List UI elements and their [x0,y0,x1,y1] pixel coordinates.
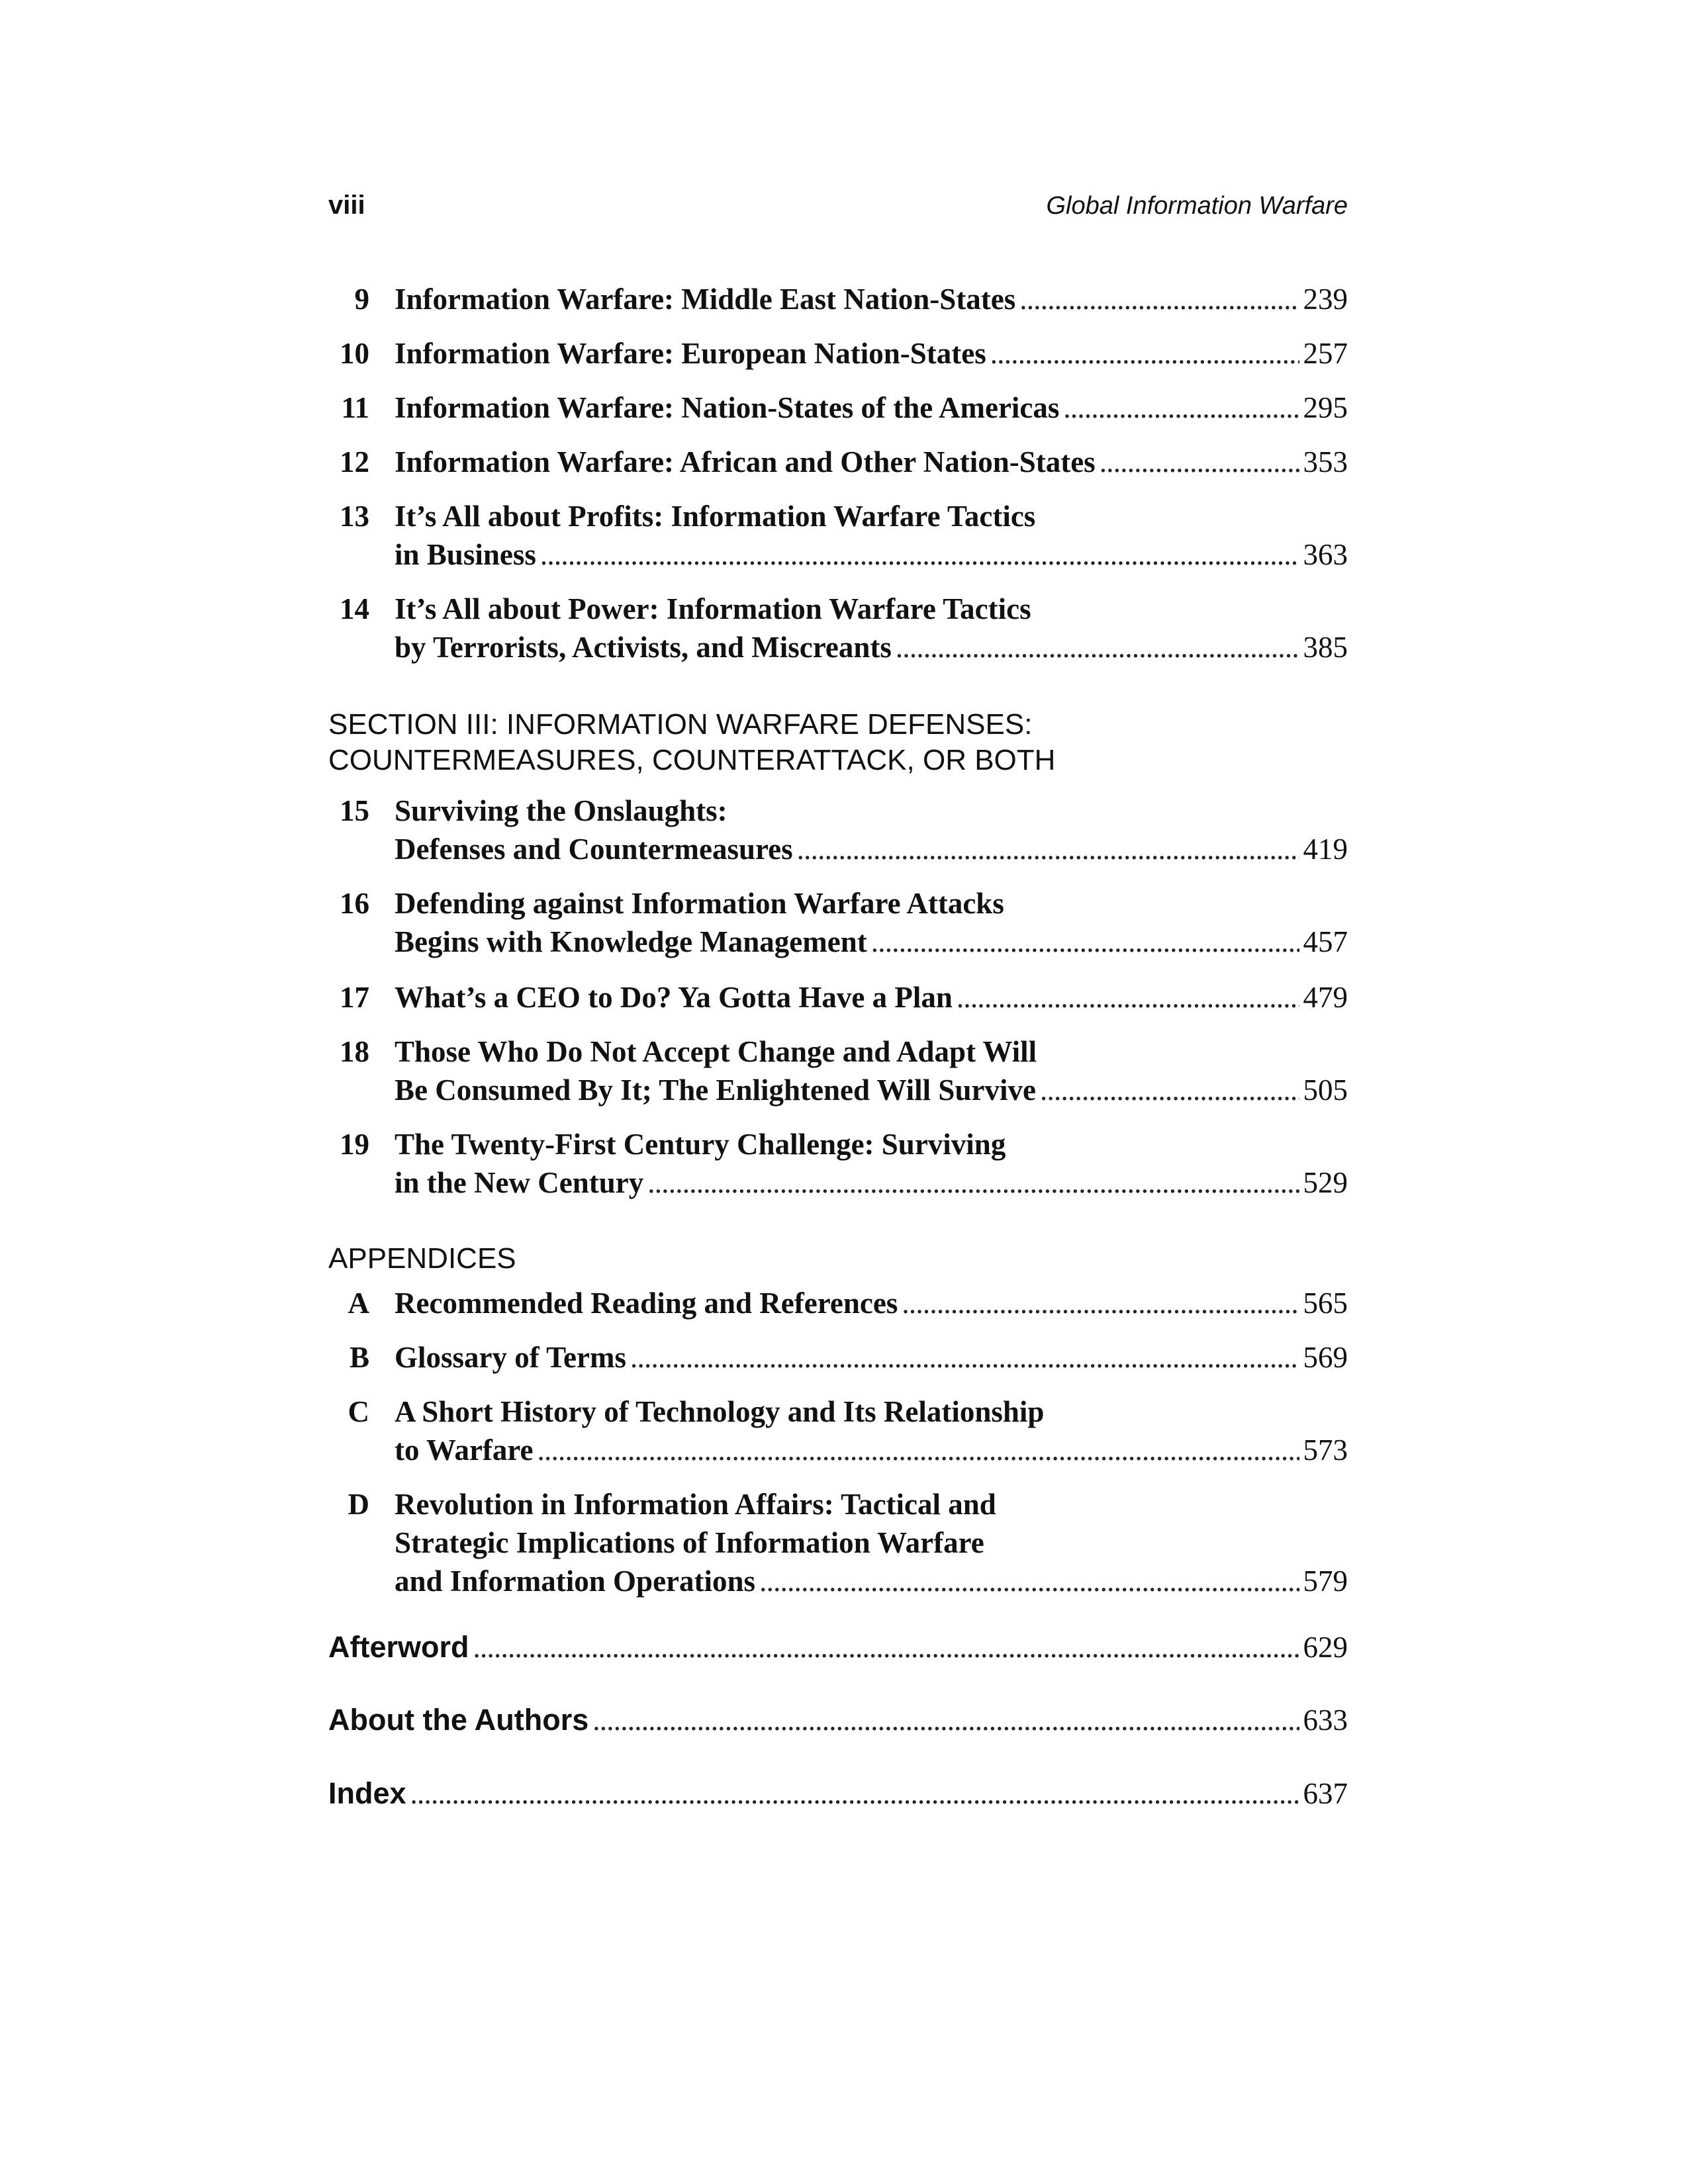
back-matter-entry[interactable] [328,1628,1348,1666]
entry-title-line: Revolution in Information Affairs: Tactical and [395,1488,996,1521]
entry-number: 14 [340,592,369,625]
entry-title-line: and Information Operations [395,1565,756,1598]
toc-entry[interactable] [328,334,1348,373]
entry-number: 13 [340,500,369,533]
back-matter-title: Afterword [328,1630,469,1664]
dot-leader [473,1628,1299,1666]
toc-entry[interactable] [328,1338,1348,1377]
section-heading-line: COUNTERMEASURES, COUNTERATTACK, OR BOTH [328,744,1056,776]
entry-title-line: Surviving the Onslaughts: [395,794,727,827]
entry-page-number: 565 [1303,1287,1348,1320]
entry-number: 12 [340,445,369,478]
entry-final-line [328,1774,1348,1813]
entry-number: B [349,1341,369,1374]
entry-final-line [328,1628,1348,1666]
entry-title-line: It’s All about Power: Information Warfare Tactics [395,592,1031,625]
entry-page-number: 385 [1303,631,1348,664]
header-page-number: viii [328,191,365,220]
dot-leader [538,1431,1299,1469]
entry-page-number: 295 [1303,391,1348,424]
section-heading-line: SECTION III: INFORMATION WARFARE DEFENSES: [328,708,1033,741]
toc-entry[interactable] [328,978,1348,1017]
entry-page-number: 419 [1303,833,1348,866]
dot-leader [1100,443,1299,481]
entry-body [395,590,1348,666]
toc-entry[interactable] [328,443,1348,481]
entry-final-line [395,628,1348,666]
header-running-title: Global Information Warfare [1046,192,1348,220]
dot-leader [1063,388,1299,427]
entry-title-line: in Business [395,538,536,571]
entry-title-line: Information Warfare: Nation-States of the Americas [395,391,1060,424]
entry-final-line [395,1284,1348,1322]
entry-title-line: Those Who Do Not Accept Change and Adapt Will [395,1035,1037,1068]
entry-number: 16 [340,887,369,920]
entry-body [395,1284,1348,1322]
entry-body [395,884,1348,961]
entry-page-number: 569 [1303,1341,1348,1374]
entry-number: 15 [340,794,369,827]
dot-leader [410,1774,1299,1813]
dot-leader [797,830,1299,868]
entry-final-line [395,535,1348,574]
entry-title-line: Information Warfare: Middle East Nation-States [395,283,1016,316]
entry-number: 10 [340,337,369,370]
toc-entry[interactable] [328,280,1348,318]
entry-page-number: 479 [1303,981,1348,1014]
entry-title-line: Defending against Information Warfare Attacks [395,887,1004,920]
toc-entry[interactable] [328,1032,1348,1109]
entry-page-number: 363 [1303,538,1348,571]
entry-title-line: It’s All about Profits: Information Warfare Tactics [395,500,1036,533]
entry-number: C [348,1395,369,1428]
entry-final-line [395,280,1348,318]
entry-number: D [348,1488,369,1521]
dot-leader [592,1701,1299,1739]
entry-title-line: by Terrorists, Activists, and Miscreants [395,631,892,664]
entry-page-number: 239 [1303,283,1348,316]
entry-body [395,443,1348,481]
appendices-heading: APPENDICES [328,1242,516,1275]
entry-page-number: 629 [1303,1631,1348,1664]
entry-final-line [395,1338,1348,1377]
dot-leader [647,1163,1299,1202]
running-header [328,191,1348,220]
entry-number: 17 [340,981,369,1014]
back-matter-title: Index [328,1776,406,1810]
toc-entry[interactable] [328,792,1348,868]
entry-body [395,1485,1348,1600]
entry-body [395,978,1348,1017]
entry-body [395,388,1348,427]
entry-title-line: to Warfare [395,1433,534,1467]
entry-title-line: What’s a CEO to Do? Ya Gotta Have a Plan [395,981,953,1014]
entry-page-number: 457 [1303,925,1348,958]
entry-title-line: Be Consumed By It; The Enlightened Will Survive [395,1073,1036,1107]
dot-leader [759,1562,1299,1600]
dot-leader [1019,280,1299,318]
entry-body [395,497,1348,574]
entry-final-line [328,1701,1348,1739]
entry-body [395,1392,1348,1469]
dot-leader [957,978,1299,1017]
toc-entry[interactable] [328,497,1348,574]
entry-title-line: Information Warfare: European Nation-States [395,337,986,370]
dot-leader [540,535,1299,574]
entry-final-line [395,1163,1348,1202]
entry-body [395,334,1348,373]
toc-entry[interactable] [328,1284,1348,1322]
entry-number: 19 [340,1128,369,1161]
toc-entry[interactable] [328,388,1348,427]
toc-entry[interactable] [328,1125,1348,1202]
toc-entry[interactable] [328,884,1348,961]
entry-title-line: Glossary of Terms [395,1341,627,1374]
dot-leader [990,334,1299,373]
entry-body [395,1338,1348,1377]
entry-page-number: 573 [1303,1433,1348,1467]
entry-number: 18 [340,1035,369,1068]
entry-page-number: 257 [1303,337,1348,370]
entry-title-line: The Twenty-First Century Challenge: Surviving [395,1128,1006,1161]
dot-leader [630,1338,1299,1377]
dot-leader [1040,1071,1299,1109]
toc-page [328,0,1348,2184]
toc-entry[interactable] [328,1485,1348,1600]
entry-body [395,280,1348,318]
entry-title-line: Information Warfare: African and Other Nation-States [395,445,1096,478]
entry-page-number: 637 [1303,1777,1348,1810]
entry-title-line: Strategic Implications of Information Warfare [395,1526,984,1559]
back-matter-title: About the Authors [328,1703,589,1737]
entry-title-line: Defenses and Countermeasures [395,833,793,866]
toc-entry[interactable] [328,1392,1348,1469]
entry-final-line [395,388,1348,427]
section-heading [328,707,1348,778]
entry-page-number: 505 [1303,1073,1348,1107]
entry-page-number: 633 [1303,1704,1348,1737]
dot-leader [871,923,1299,961]
entry-final-line [395,1562,1348,1600]
entry-final-line [395,978,1348,1017]
entry-number: 9 [354,283,369,316]
back-matter-entry[interactable] [328,1774,1348,1813]
back-matter-entry[interactable] [328,1701,1348,1739]
entry-number: 11 [341,391,369,424]
entry-body [395,1125,1348,1202]
entry-page-number: 579 [1303,1565,1348,1598]
entry-body [395,792,1348,868]
entry-page-number: 353 [1303,445,1348,478]
entry-final-line [395,1431,1348,1469]
entry-title-line: Begins with Knowledge Management [395,925,867,958]
entry-final-line [395,923,1348,961]
entry-final-line [395,830,1348,868]
entry-body [395,1032,1348,1109]
entry-page-number: 529 [1303,1166,1348,1199]
dot-leader [896,628,1299,666]
entry-title-line: A Short History of Technology and Its Relationship [395,1395,1045,1428]
entry-title-line: in the New Century [395,1166,644,1199]
entry-number: A [348,1287,369,1320]
entry-final-line [395,1071,1348,1109]
entry-title-line: Recommended Reading and References [395,1287,898,1320]
toc-entry[interactable] [328,590,1348,666]
entry-final-line [395,443,1348,481]
dot-leader [902,1284,1299,1322]
entry-final-line [395,334,1348,373]
